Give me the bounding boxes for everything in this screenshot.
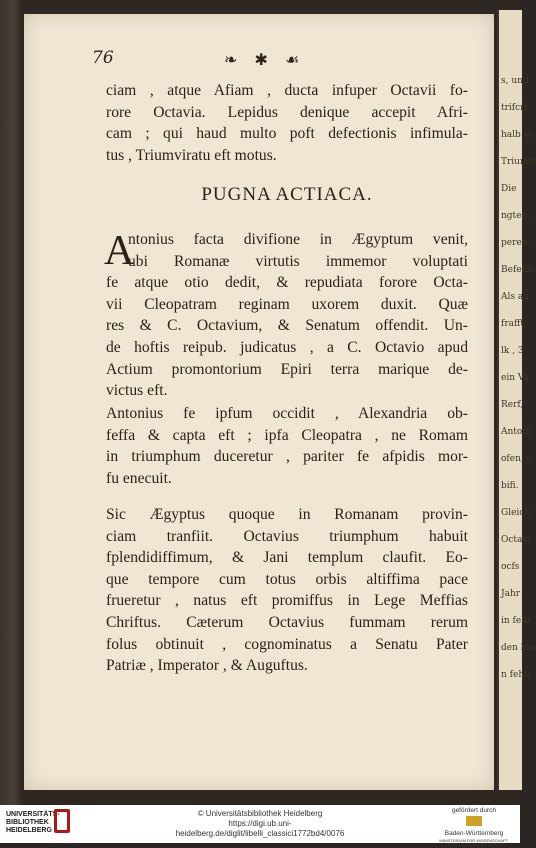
text-line: ciam , atque Afiam , ducta infuper Octavii fo-	[106, 82, 468, 99]
facing-page-text: Triumvi	[501, 157, 536, 167]
facing-page-text: lk , 3	[501, 346, 524, 356]
text-line: cam ; qui haud multo poft defectionis infimula-	[106, 125, 468, 143]
copyright-text: © Universitätsbibliothek Heidelberg	[197, 809, 323, 818]
text-line: folus obtinuit , cognominatus a Senatu Pater	[106, 635, 468, 653]
facing-page-text: Als au	[501, 292, 530, 302]
text-line: victus eft.	[106, 382, 168, 400]
drop-capital: A	[104, 228, 135, 274]
facing-page-text: ein Va	[501, 373, 529, 383]
coat-of-arms-icon	[466, 816, 482, 826]
text-line: res & C. Octavium, & Senatum offendit. Un-	[106, 317, 468, 335]
text-line: Patriæ , Imperator , & Auguftus.	[106, 657, 308, 675]
text-line: Antonius fe ipfum occidit , Alexandria ob-	[106, 405, 468, 422]
facing-page-text: peren,	[501, 238, 531, 248]
text-line: vii Cleopatram reginam uxorem duxit. Quæ	[106, 295, 468, 313]
facing-page-text: ocfs	[501, 562, 520, 572]
copyright-notice	[150, 809, 370, 839]
library-mark-icon	[54, 809, 70, 833]
page-number: 76	[92, 48, 114, 68]
funder-name: Baden-Württemberg	[444, 830, 504, 837]
text-line: Chriftus. Cæterum Octavius fummam rerum	[106, 613, 468, 631]
text-line: Sic Ægyptus quoque in Romanam provin-	[106, 506, 468, 523]
facing-page-text: den bie	[501, 643, 535, 653]
text-line: Actium promontorium Epiri terra marique de-	[106, 360, 468, 378]
facing-page-text: ngten ,	[501, 211, 534, 221]
facing-page-text: Antoni	[501, 427, 532, 437]
text-line: ubi Romanæ virtutis immemor voluptati	[128, 252, 468, 270]
text-line: que tempore cum totus orbis altiffima pace	[106, 570, 468, 588]
funder-label: gefördert durch	[451, 807, 497, 814]
text-line: tus , Triumviratu eft motus.	[106, 146, 277, 164]
facing-page-text: Gleich	[501, 508, 531, 518]
facing-page-text: frafft	[501, 319, 525, 329]
facing-page-text: Befehle	[501, 265, 536, 275]
paragraph-3	[106, 504, 468, 677]
facing-page-text: Octavi	[501, 535, 531, 545]
funder-logo	[430, 807, 518, 848]
viewer-footer	[0, 805, 520, 848]
library-name-line: HEIDELBERG	[6, 827, 52, 834]
facing-page-text: Die	[501, 184, 517, 194]
facing-page-text: trifcri	[501, 103, 528, 113]
header-ornament: ❧ ✱ ☙	[224, 50, 306, 69]
text-line: fplendidiffimum, & Jani templum claufit. Eo-	[106, 549, 468, 567]
facing-page-text: Rerf,	[501, 400, 524, 410]
text-line: feffa & capta eft ; ipfa Cleopatra , ne Romam	[106, 426, 468, 444]
facing-page-text: ofen, u	[501, 454, 533, 464]
text-line: ciam tranfiit. Octavius triumphum habuit	[106, 527, 468, 545]
section-heading: PUGNA ACTIACA.	[201, 184, 373, 205]
text-line: in triumphum duceretur , pariter fe afpidis mor-	[106, 448, 468, 466]
text-line: frueretur , natus eft promiffus in Lege Meffias	[106, 592, 468, 610]
permalink[interactable]: https://digi.ub.uni-heidelberg.de/diglit/libelli_classici1772bd4/0076	[175, 819, 345, 838]
text-line: fe atque otio dedit, & repudiata forore Octa-	[106, 274, 468, 292]
facing-page-text: bifi.	[501, 481, 519, 491]
facing-page-text: in felb	[501, 616, 530, 626]
facing-page-text: halb wi	[501, 130, 535, 140]
text-line: rore Octavia. Lepidus denique accepit Afri-	[106, 103, 468, 121]
funder-sub: MINISTERIUM FÜR WISSENSCHAFT, FORSCHUNG UND KUNST	[439, 838, 509, 848]
facing-page-text: n fehli	[501, 670, 530, 680]
text-line: ntonius facta divifione in Ægyptum venit,	[128, 231, 468, 248]
paragraph-2	[106, 403, 468, 489]
paragraph-1	[106, 229, 468, 402]
library-name-line: UNIVERSITÄTS-	[6, 811, 60, 818]
library-logo	[6, 811, 60, 835]
facing-page-text: Jahr	[501, 589, 521, 599]
intro-paragraph	[106, 80, 468, 166]
facing-page-edge	[497, 10, 536, 790]
facing-page-text: s, und	[501, 76, 529, 86]
text-line: de hoftis reipub. judicatus , a C. Octavio apud	[106, 338, 468, 356]
text-line: fu enecuit.	[106, 469, 172, 487]
library-name-line: BIBLIOTHEK	[6, 819, 49, 826]
